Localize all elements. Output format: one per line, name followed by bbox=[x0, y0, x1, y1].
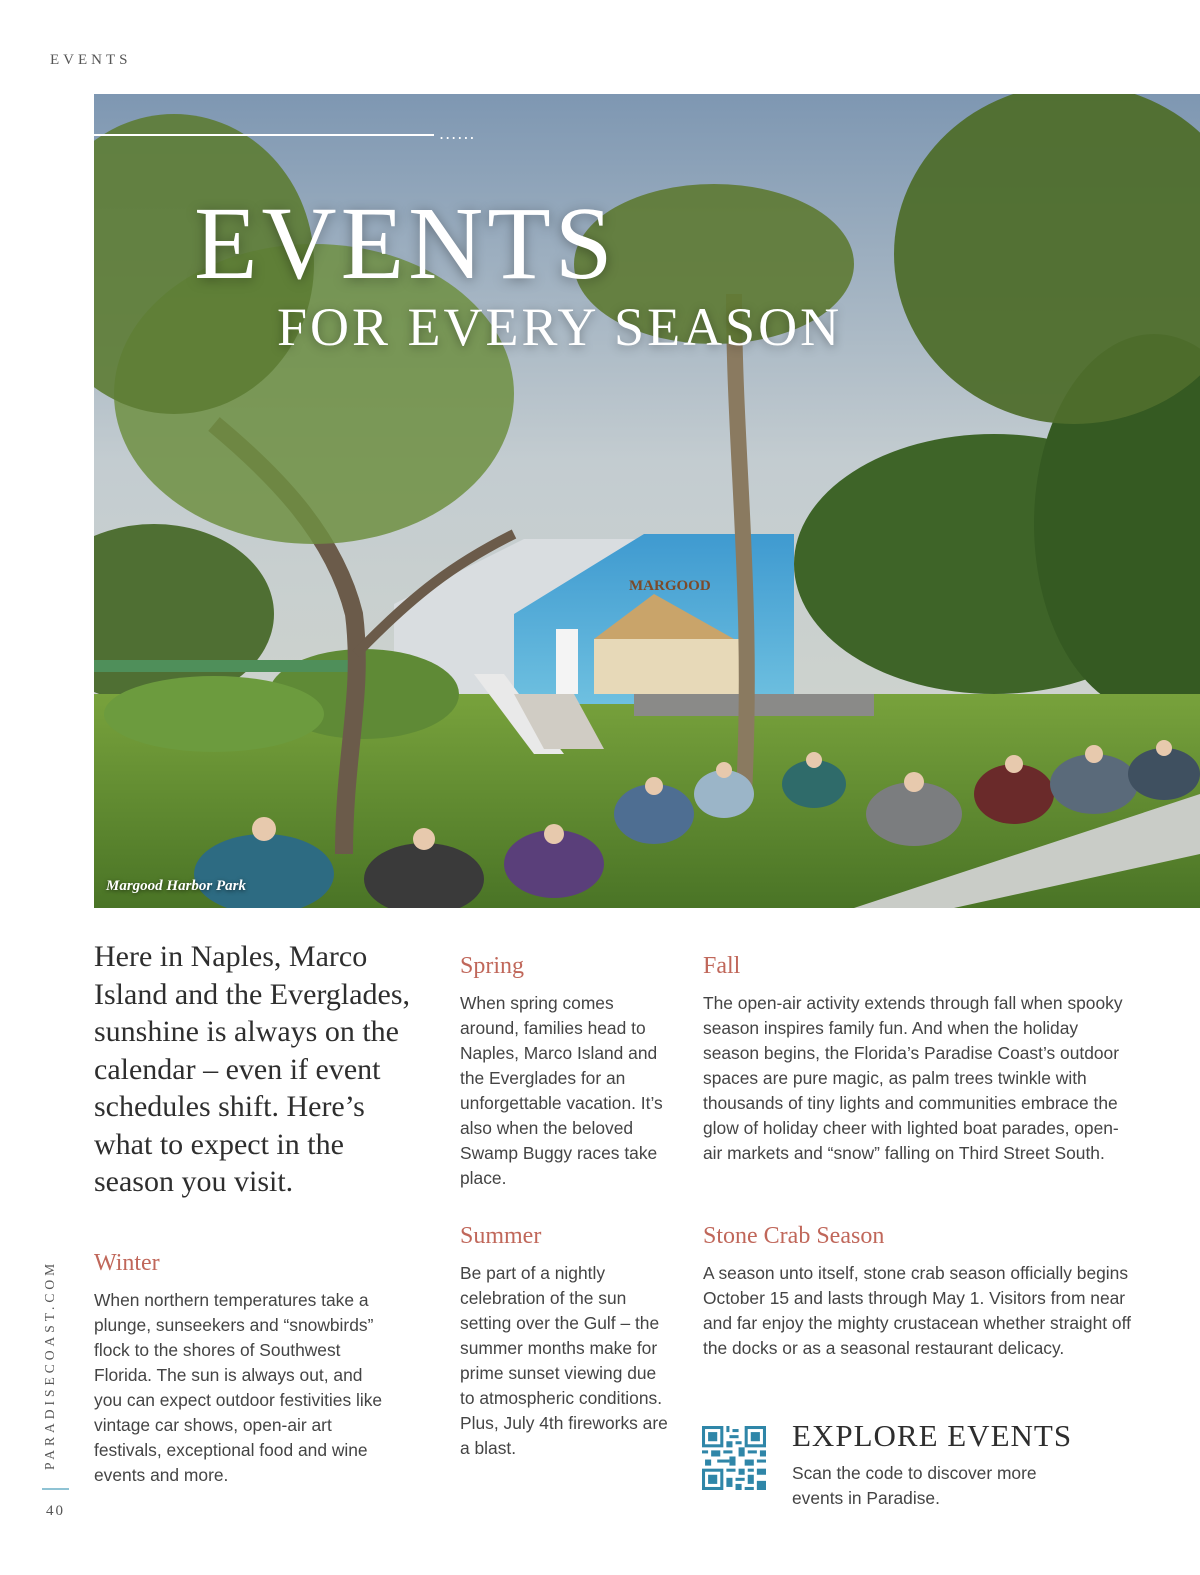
section-label: EVENTS bbox=[50, 52, 132, 68]
hero-subtitle: FOR EVERY SEASON bbox=[277, 297, 843, 357]
season-heading: Stone Crab Season bbox=[703, 1223, 885, 1249]
season-text: The open-air activity extends through fall when spooky season inspires family fun. And when the holiday season begins, the Florida’s Paradise Coast’s outdoor spaces are pure magic, as palm trees twinkle with thousands of tiny lights and communities embrace the glow of holiday cheer with lighted boat parades, open-air markets and “snow” falling on Third Street South. bbox=[703, 993, 1123, 1163]
season-winter bbox=[94, 1248, 394, 1488]
page-number: 40 bbox=[46, 1503, 65, 1519]
accent-rule bbox=[42, 1488, 69, 1490]
photo-caption: Margood Harbor Park bbox=[106, 878, 247, 894]
qr-code-icon[interactable] bbox=[702, 1426, 766, 1490]
season-heading: Fall bbox=[703, 953, 741, 979]
intro-paragraph: Here in Naples, Marco Island and the Everglades, sunshine is always on the calendar – even if event schedules shift. Here’s what to expect in the season you visit. bbox=[94, 940, 411, 1198]
season-heading: Winter bbox=[94, 1250, 160, 1276]
explore-text: Scan the code to discover more events in Paradise. bbox=[792, 1463, 1037, 1508]
hero-photo bbox=[94, 94, 1200, 908]
site-url: PARADISECOAST.COM bbox=[42, 1259, 57, 1470]
season-spring bbox=[460, 951, 675, 1191]
svg-text:MARGOOD: MARGOOD bbox=[629, 578, 711, 594]
season-heading: Spring bbox=[460, 953, 525, 979]
hero-title: EVENTS bbox=[194, 186, 617, 301]
season-text: When northern temperatures take a plunge, sunseekers and “snowbirds” flock to the shores of Southwest Florida. The sun is always out, and you can expect outdoor festivities like vintage car shows, open-air art festivals, exceptional food and wine events and more. bbox=[94, 1290, 383, 1485]
season-text: A season unto itself, stone crab season officially begins October 15 and lasts through May 1. Visitors from near and far enjoy the mighty crustacean whether straight off the docks or as a seasonal restaurant delicacy. bbox=[703, 1263, 1131, 1358]
season-text: When spring comes around, families head to Naples, Marco Island and the Everglades for an unforgettable vacation. It’s also when the beloved Swamp Buggy races take place. bbox=[460, 993, 663, 1188]
hero-rule bbox=[94, 134, 434, 136]
season-heading: Summer bbox=[460, 1223, 542, 1249]
season-fall bbox=[703, 951, 1133, 1166]
season-summer bbox=[460, 1221, 675, 1461]
season-text: Be part of a nightly celebration of the sun setting over the Gulf – the summer months make for prime sunset viewing due to atmospheric conditions. Plus, July 4th fireworks are a blast. bbox=[460, 1263, 668, 1458]
explore-title: EXPLORE EVENTS bbox=[792, 1418, 1073, 1453]
hero-dots: ...... bbox=[439, 124, 476, 143]
season-stone-crab bbox=[703, 1221, 1133, 1361]
